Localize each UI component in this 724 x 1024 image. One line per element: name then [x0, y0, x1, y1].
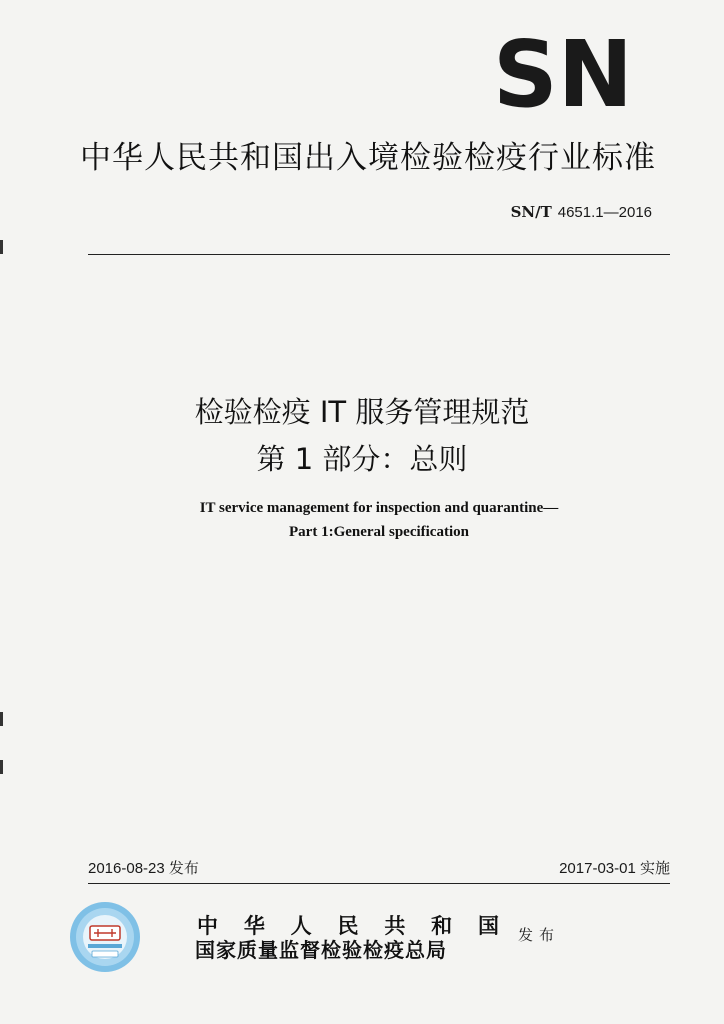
issuer-char: 人 — [290, 913, 312, 938]
issuer-char: 和 — [431, 913, 453, 938]
issuer-char: 中 — [197, 913, 218, 938]
sn-logo-text: SN — [493, 36, 633, 112]
sn-logo — [492, 36, 634, 112]
scan-edge-mark — [0, 760, 3, 774]
scan-edge-mark — [0, 712, 3, 726]
standard-number — [511, 203, 652, 221]
issuer-agency-line: 国家质量监督检验检疫总局 — [195, 938, 447, 962]
scan-edge-mark — [0, 240, 3, 254]
header-divider — [88, 254, 670, 255]
title-en-line1: IT service management for inspection and quarantine— — [199, 500, 559, 516]
issuer-char: 共 — [384, 913, 406, 938]
title-cn-line2: 第 1 部分：总则 — [256, 442, 468, 476]
standard-prefix: SN/T — [510, 203, 552, 221]
issuer-char: 华 — [243, 913, 265, 938]
seal-stamp-icon — [68, 900, 142, 974]
standard-category-title: 中华人民共和国出入境检验检疫行业标准 — [80, 140, 656, 176]
footer-divider — [88, 883, 670, 884]
title-en-line2: Part 1:General specification — [289, 524, 469, 540]
implementation-date: 2017-03-01 实施 — [559, 860, 670, 877]
issuer-char: 国 — [477, 913, 499, 938]
publish-label: 发布 — [518, 926, 561, 944]
standard-code: 4651.1—2016 — [557, 204, 652, 221]
issuer-char: 民 — [337, 913, 359, 938]
title-cn-line1: 检验检疫 IT 服务管理规范 — [194, 395, 530, 429]
issue-date: 2016-08-23 发布 — [88, 860, 199, 877]
